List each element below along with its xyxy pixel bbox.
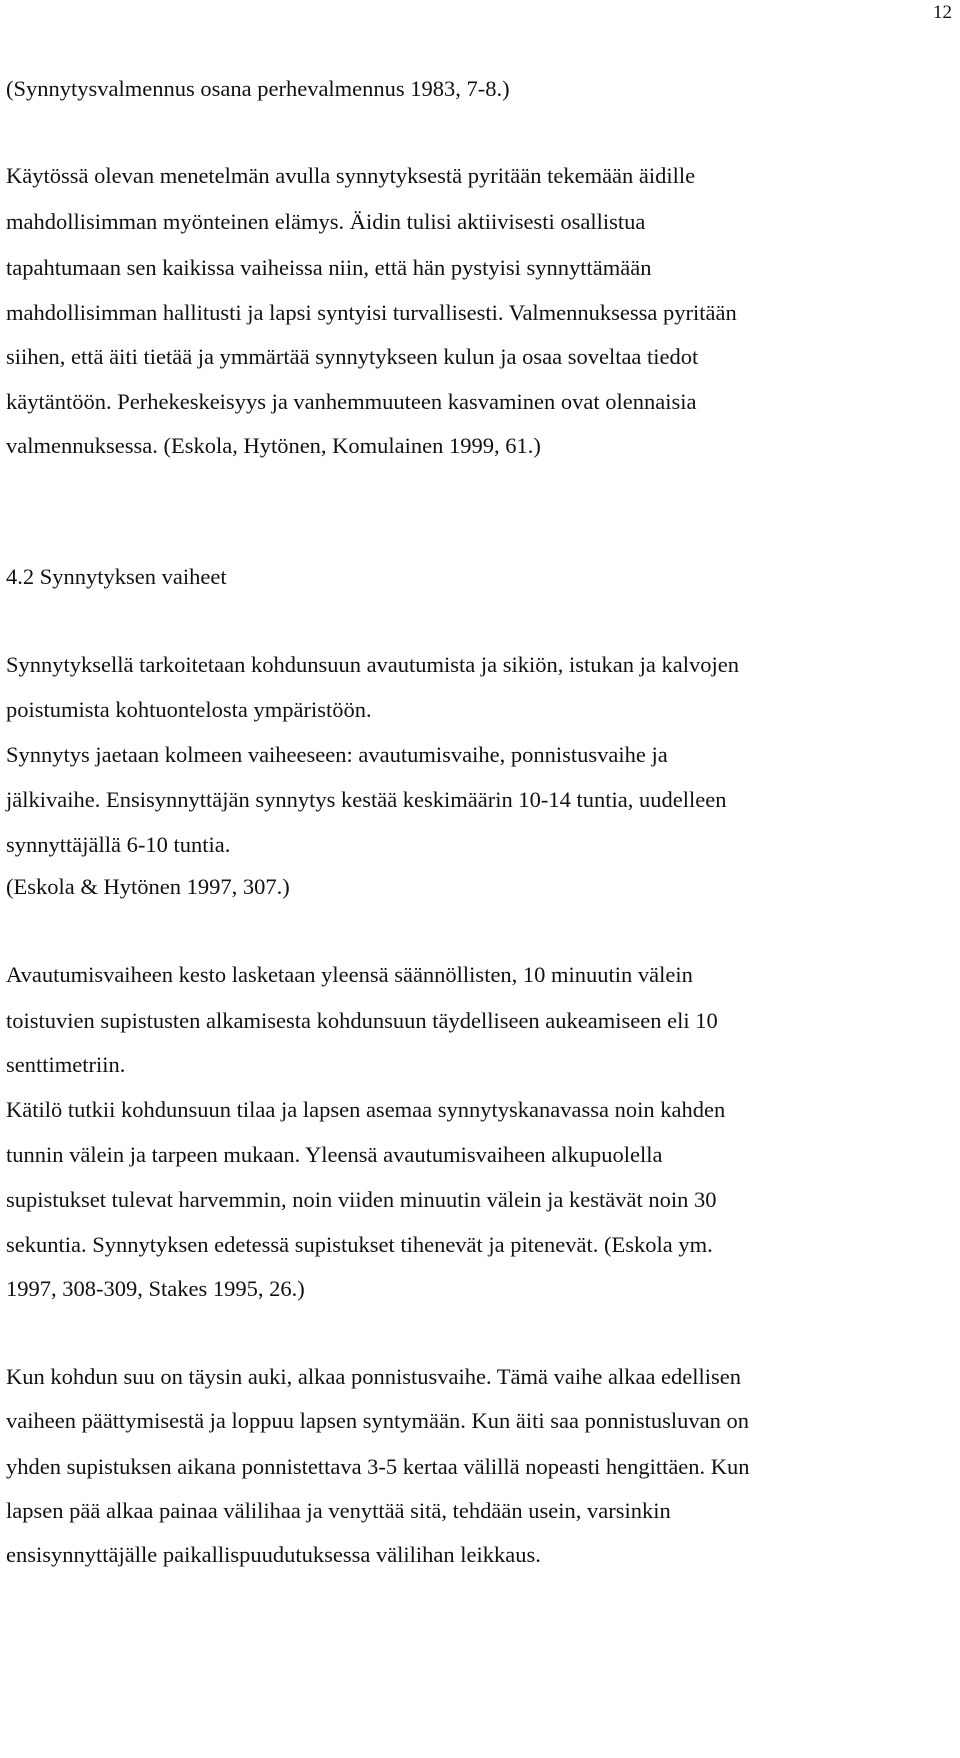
text-line: mahdollisimman hallitusti ja lapsi syntyisi turvallisesti. Valmennuksessa pyritään: [6, 300, 737, 325]
text-line: Kun kohdun suu on täysin auki, alkaa ponnistusvaihe. Tämä vaihe alkaa edellisen: [6, 1364, 742, 1389]
section-heading: 4.2 Synnytyksen vaiheet: [6, 564, 227, 589]
text-line: jälkivaihe. Ensisynnyttäjän synnytys kestää keskimäärin 10-14 tuntia, uudelleen: [6, 787, 727, 812]
text-line: Synnytyksellä tarkoitetaan kohdunsuun avautumista ja sikiön, istukan ja kalvojen: [6, 652, 739, 677]
citation-line: (Synnytysvalmennus osana perhevalmennus 1983, 7-8.): [6, 76, 510, 101]
text-line: käytäntöön. Perhekeskeisyys ja vanhemmuuteen kasvaminen ovat olennaisia: [6, 389, 697, 414]
text-line: Kätilö tutkii kohdunsuun tilaa ja lapsen asemaa synnytyskanavassa noin kahden: [6, 1097, 726, 1122]
text-line: 1997, 308-309, Stakes 1995, 26.): [6, 1276, 305, 1301]
text-line: lapsen pää alkaa painaa välilihaa ja venyttää sitä, tehdään usein, varsinkin: [6, 1498, 671, 1523]
text-line: siihen, että äiti tietää ja ymmärtää synnytykseen kulun ja osaa soveltaa tiedot: [6, 344, 699, 369]
text-line: Käytössä olevan menetelmän avulla synnytyksestä pyritään tekemään äidille: [6, 163, 696, 188]
text-line: (Eskola & Hytönen 1997, 307.): [6, 874, 290, 899]
text-line: toistuvien supistusten alkamisesta kohdunsuun täydelliseen aukeamiseen eli 10: [6, 1008, 718, 1033]
text-line: mahdollisimman myönteinen elämys. Äidin tulisi aktiivisesti osallistua: [6, 209, 646, 234]
text-line: Avautumisvaiheen kesto lasketaan yleensä säännöllisten, 10 minuutin välein: [6, 962, 693, 987]
text-line: ensisynnyttäjälle paikallispuudutuksessa välilihan leikkaus.: [6, 1542, 541, 1567]
page-number: 12: [933, 2, 952, 23]
text-line: valmennuksessa. (Eskola, Hytönen, Komulainen 1999, 61.): [6, 433, 541, 458]
text-line: supistukset tulevat harvemmin, noin viiden minuutin välein ja kestävät noin 30: [6, 1187, 717, 1212]
text-line: Synnytys jaetaan kolmeen vaiheeseen: avautumisvaihe, ponnistusvaihe ja: [6, 742, 668, 767]
text-line: sekuntia. Synnytyksen edetessä supistukset tihenevät ja pitenevät. (Eskola ym.: [6, 1232, 713, 1257]
text-line: synnyttäjällä 6-10 tuntia.: [6, 832, 231, 857]
text-line: senttimetriin.: [6, 1052, 126, 1077]
text-line: tunnin välein ja tarpeen mukaan. Yleensä avautumisvaiheen alkupuolella: [6, 1142, 663, 1167]
text-line: tapahtumaan sen kaikissa vaiheissa niin, että hän pystyisi synnyttämään: [6, 255, 652, 280]
text-line: yhden supistuksen aikana ponnistettava 3-5 kertaa välillä nopeasti hengittäen. Kun: [6, 1454, 750, 1479]
text-line: poistumista kohtuontelosta ympäristöön.: [6, 697, 372, 722]
text-line: vaiheen päättymisestä ja loppuu lapsen syntymään. Kun äiti saa ponnistusluvan on: [6, 1408, 749, 1433]
